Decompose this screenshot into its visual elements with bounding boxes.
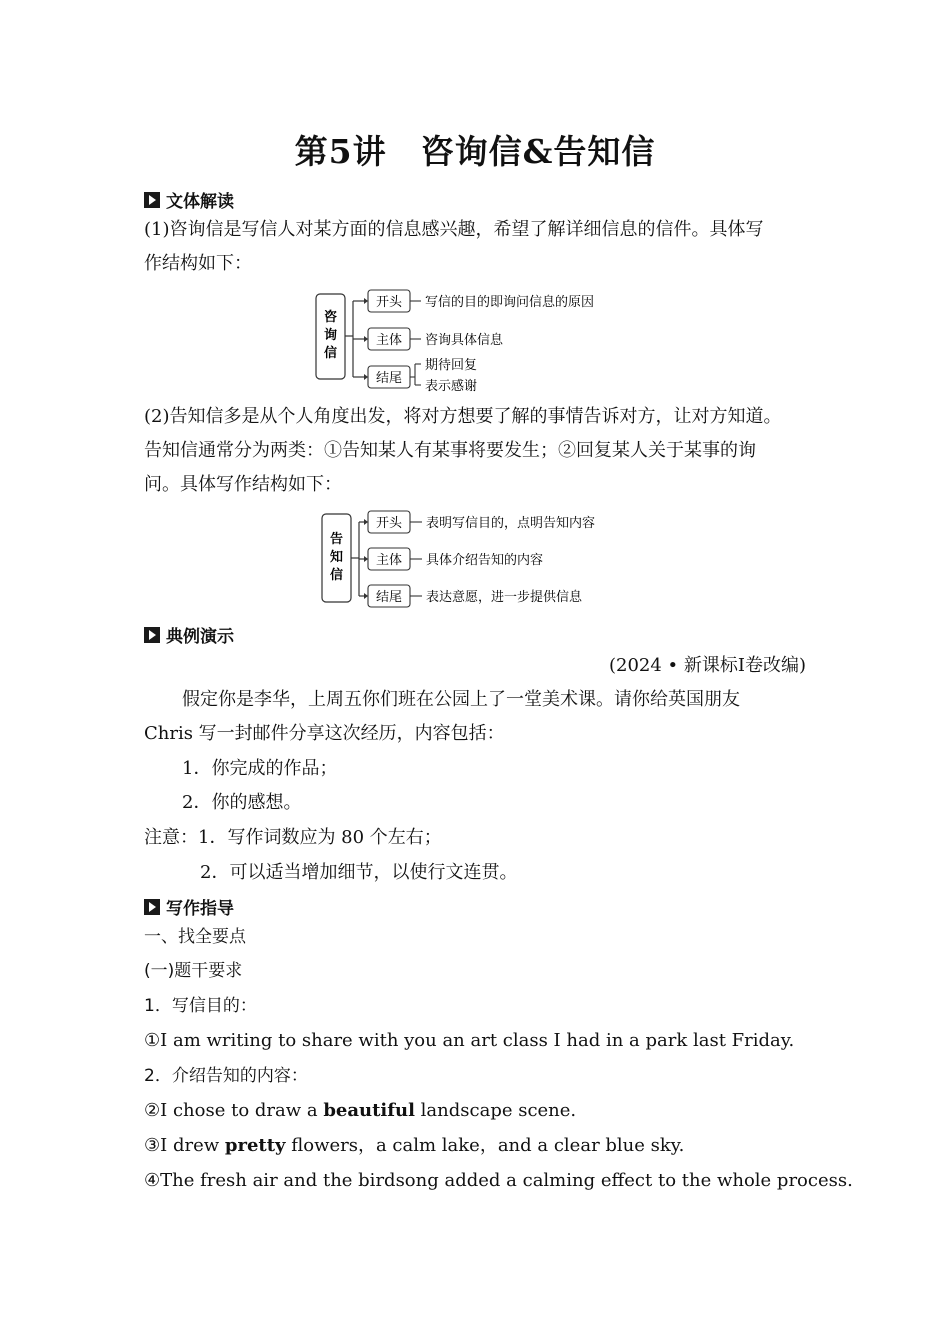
paragraph-line: 告知信通常分为两类：①告知某人有某事将要发生；②回复某人关于某事的询 <box>144 440 756 461</box>
diagram-body-label: 主体 <box>375 333 403 348</box>
guide-subheading: (一)题干要求 <box>144 961 243 981</box>
note-line: 注意：1．写作词数应为 80 个左右； <box>144 827 442 848</box>
task-line: Chris 写一封邮件分享这次经历，内容包括： <box>144 723 505 744</box>
play-triangle-icon <box>144 192 160 208</box>
diagram-root-char: 知 <box>329 550 344 565</box>
diagram-end-text: 表达意愿，进一步提供信息 <box>426 590 583 605</box>
diagram-body-label: 主体 <box>375 553 403 568</box>
diagram-end-label: 结尾 <box>375 371 403 386</box>
guide-point: 1．写信目的： <box>144 996 257 1016</box>
section-heading-guide: 写作指导 <box>144 894 234 919</box>
paragraph-line: 问。具体写作结构如下： <box>144 474 342 495</box>
diagram-open-label: 开头 <box>375 295 403 310</box>
guide-sentence: ②I chose to draw a beautiful landscape scene. <box>144 1100 577 1121</box>
guide-sentence: ④The fresh air and the birdsong added a calming effect to the whole process. <box>144 1170 853 1191</box>
guide-sentence: ③I drew pretty flowers，a calm lake，and a clear blue sky. <box>144 1135 685 1156</box>
paragraph-line: (1)咨询信是写信人对某方面的信息感兴趣，希望了解详细信息的信件。具体写 <box>144 219 764 240</box>
diagram-body-text: 咨询具体信息 <box>425 333 504 348</box>
guide-sentence: ①I am writing to share with you an art class I had in a park last Friday. <box>144 1030 795 1051</box>
diagram-open-label: 开头 <box>375 516 403 531</box>
diagram-end-label: 结尾 <box>375 590 403 605</box>
page-title: 第5讲 咨询信&告知信 <box>294 132 656 171</box>
diagram-open-text: 写信的目的即询问信息的原因 <box>425 295 595 310</box>
paragraph-line: 作结构如下： <box>144 253 252 274</box>
diagram-root-char: 询 <box>323 328 338 343</box>
task-item: 1．你完成的作品； <box>182 758 338 779</box>
structure-diagram-inquiry <box>312 285 652 401</box>
diagram-body-text: 具体介绍告知的内容 <box>426 553 544 568</box>
highlight-word: pretty <box>224 1135 286 1156</box>
diagram-root-char: 信 <box>323 346 338 361</box>
task-line: 假定你是李华，上周五你们班在公园上了一堂美术课。请你给英国朋友 <box>182 689 740 710</box>
diagram-open-text: 表明写信目的，点明告知内容 <box>426 516 596 531</box>
diagram-end-text: 表示感谢 <box>425 379 478 394</box>
diagram-root-char: 告 <box>329 532 344 547</box>
diagram-end-text: 期待回复 <box>425 358 478 373</box>
highlight-word: beautiful <box>323 1100 415 1121</box>
guide-heading: 一、找全要点 <box>144 927 246 947</box>
note-line: 2．可以适当增加细节，以使行文连贯。 <box>200 862 518 883</box>
source-note: (2024 • 新课标Ⅰ卷改编) <box>608 655 806 676</box>
diagram-root-char: 咨 <box>323 310 338 325</box>
diagram-root-char: 信 <box>329 568 344 583</box>
play-triangle-icon <box>144 627 160 643</box>
task-item: 2．你的感想。 <box>182 792 302 813</box>
paragraph-line: (2)告知信多是从个人角度出发，将对方想要了解的事情告诉对方，让对方知道。 <box>144 406 782 427</box>
section-heading-genre: 文体解读 <box>144 187 234 212</box>
section-heading-example: 典例演示 <box>144 622 234 647</box>
guide-point: 2．介绍告知的内容： <box>144 1066 308 1086</box>
structure-diagram-notice <box>318 507 638 613</box>
play-triangle-icon <box>144 899 160 915</box>
